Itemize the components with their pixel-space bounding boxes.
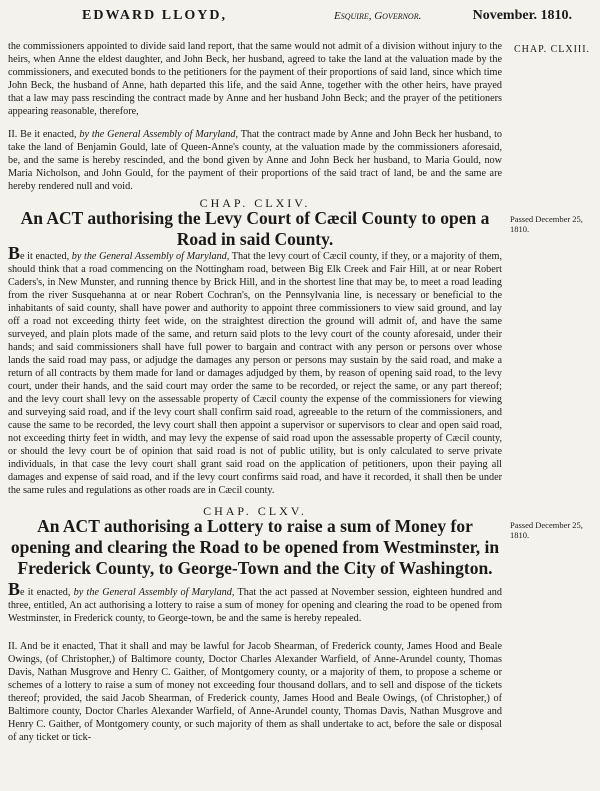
section-lead: e it enacted, [20,251,70,262]
enacting-clause: by the General Assembly of Maryland, [71,251,230,262]
drop-cap: B [8,243,21,263]
header-date: November. 1810. [472,8,572,23]
chapter-heading-164: CHAP. CLXIV. [199,196,311,210]
continued-paragraph [8,40,502,118]
section-body: That the contract made by Anne and John Beck her husband, to take the land of Benjamin Gould, late of Queen-Anne's county, at the valuation made by the commissioners aforesaid, be, and the same is hereby rescinded, and the bond given by Anne and John Beck her husband, to Maria Gould, now Maria Nicholson, and John Gould, for the payment of their proportions of the said tract of land, be and the same are hereby rendered null and void. [8,129,503,192]
paragraph-text: the commissioners appointed to divide said land report, that the same would not admit of a division without injury to the heirs, when Anne the eldest daughter, and John Beck, her husband, agreed to take the land at the valuation made by the commissioners, and executed bonds to the petitioners for the payment of their proportions of said land, since which time John Beck, the husband of Anne, hath departed this life, and the said Anne, together with the other heirs, have prayed that a law may pass rescinding the contract made by Anne and her husband John Beck; and the prayer of the petitioners appearing reasonable, therefore, [8,41,502,117]
margin-note-passed-165: Passed December 25, 1810. [510,520,583,540]
margin-note-passed-164: Passed December 25, 1810. [510,214,583,234]
section-body: That the levy court of Cæcil county, if they, or a majority of them, should think that a road commencing on the Nottingham road, between Big Elk Creek and Fair Hill, at or near Robert Caders's, in New Munster, and running thence by Brick Hill, and in the shortest line that may be, to meet a road leading from the river Susquehanna at or near Robert Cochran's, on the Pennsylvania line, is necessary or beneficial to the inhabitants of said county, shall have power and authority to appoint three commissioners to view said ground, and lay off a road not exceeding thirty feet wide, on the straightest direction the ground will admit of, and have the same surveyed, and plain plots made of the same, and return said plots to the levy court of the county aforesaid, under their hands; and said commissioners shall have full power to bargain and contract with any person or persons over whose lands the said road may pass, or adjudge the damages any person or persons may sustain by the said road, and make a return of all contracts by them made for land or damages adjudged by them, by reason of opening said road, to the levy court, under their hands, and the said court may order the same to be recorded, or reject the same, or any part thereof; and the levy court shall levy on the assessable property of Cæcil county the expense of the commissioners for viewing and surveying said road, and if the levy court shall confirm said road, agreeable to the return of the commissioners, and cause the same to be recorded, the levy court shall then appoint a supervisor or supervisors to clear and open said road, not exceeding thirty feet in width, and may levy the expense of said road upon the assessable property of Cæcil county, or should the levy court be of opinion that said road is not of public utility, but is only calculated to serve private individuals, in that case the levy court shall grant said road on the application of petitioners, upon their paying all damages and expense of said road, and if the levy court confirms said road, and have it recorded, it shall then be under the same rules and regulations as other roads are in Cæcil county. [8,251,502,496]
section-lead: II. And be it enacted, [8,641,96,652]
enacting-clause: by the General Assembly of Maryland, [79,129,239,140]
section-lead: II. Be it enacted, [8,129,77,140]
header-governor: EDWARD LLOYD, [82,8,228,23]
enacting-clause: by the General Assembly of Maryland, [73,587,235,598]
chapter-165-section-2 [8,640,502,744]
running-header [82,6,572,32]
chapter-164-body [8,243,502,497]
section-body: That the act passed at November session, eighteen hundred and three, entitled, An act authorising a lottery to raise a sum of money for opening and clearing the road to be opened from Westminster, in Frederick county, to George-town, be and the same is hereby repealed. [8,587,502,624]
chapter-165-body [8,579,502,625]
drop-cap: B [8,579,21,599]
section-lead: e it enacted, [20,587,71,598]
margin-chapter-ref: CHAP. CLXIII. [514,44,591,55]
act-title-165: An ACT authorising a Lottery to raise a sum of Money for opening and clearing the Road to be opened from Westminster, in Frederick County, to George-Town and the City of Washington. [10,516,500,578]
chapter-heading-165: CHAP. CLXV. [203,504,307,518]
section-body: That it shall and may be lawful for Jacob Shearman, of Frederick county, James Hood and Beale Owings, (of Christopher,) of Baltimore county, Doctor Charles Alexander Warfield, of Anne-Arundel county, Thomas Davis, Nathan Musgrove and Henry C. Gaither, of Montgomery county, or a majority of them, to propose a scheme or schemes of a lottery to raise a sum of money not exceeding four thousand dollars, and to sell and dispose of the tickets thereof; provided, the said Jacob Shearman, of Frederick county, James Hood and Beale Owings, (of Christopher,) of Baltimore county, Doctor Charles Alexander Warfield, of Anne-Arundel county, Thomas Davis, Nathan Musgrove and Henry C. Gaither, of Montgomery county, or such majority of them as shall undertake to act, before the sale or disposal of any ticket or tick- [8,641,502,743]
header-title: Esquire, Governor. [334,10,422,22]
section-2-paragraph [8,128,502,193]
act-title-164: An ACT authorising the Levy Court of Cæcil County to open a Road in said County. [20,208,490,249]
